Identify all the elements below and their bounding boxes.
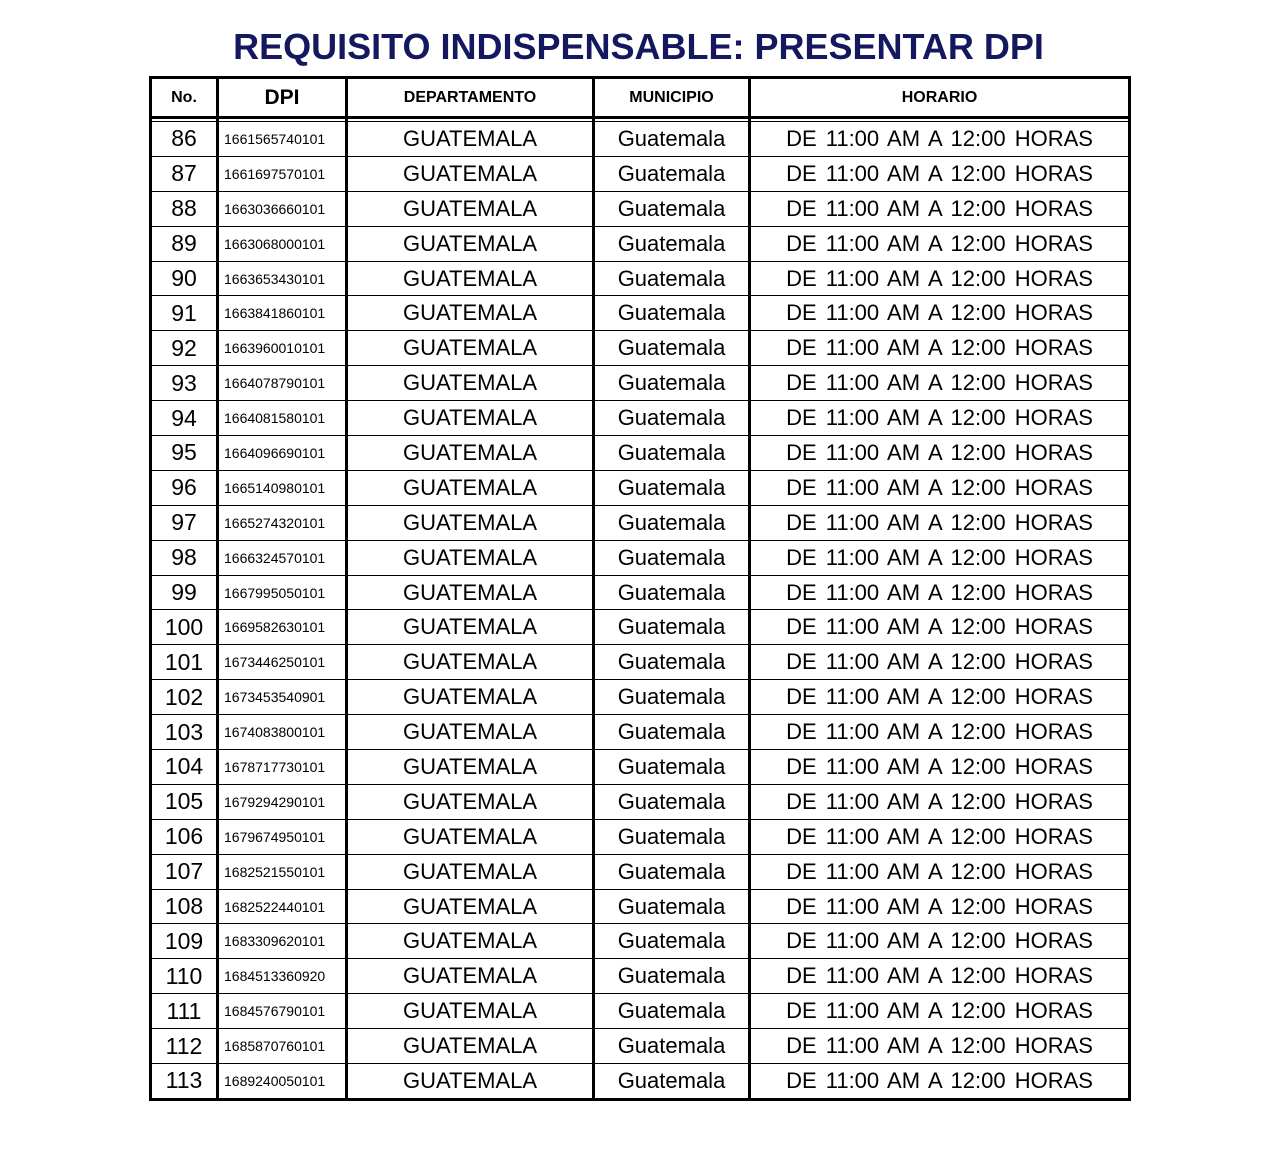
cell-dpi: 1663960010101 xyxy=(218,331,347,366)
cell-no: 105 xyxy=(151,784,218,819)
cell-horario: DE 11:00 AM A 12:00 HORAS xyxy=(750,750,1130,785)
cell-dpi: 1685870760101 xyxy=(218,1029,347,1064)
cell-dpi: 1661565740101 xyxy=(218,122,347,157)
cell-no: 110 xyxy=(151,959,218,994)
cell-horario: DE 11:00 AM A 12:00 HORAS xyxy=(750,680,1130,715)
cell-no: 99 xyxy=(151,575,218,610)
cell-dpi: 1689240050101 xyxy=(218,1064,347,1100)
cell-dpi: 1667995050101 xyxy=(218,575,347,610)
cell-horario: DE 11:00 AM A 12:00 HORAS xyxy=(750,715,1130,750)
cell-departamento: GUATEMALA xyxy=(347,959,594,994)
table-row xyxy=(151,959,1130,994)
table-row xyxy=(151,610,1130,645)
cell-horario: DE 11:00 AM A 12:00 HORAS xyxy=(750,1029,1130,1064)
cell-no: 111 xyxy=(151,994,218,1029)
cell-dpi: 1665274320101 xyxy=(218,505,347,540)
cell-municipio: Guatemala xyxy=(594,715,750,750)
cell-no: 89 xyxy=(151,226,218,261)
table-row xyxy=(151,226,1130,261)
cell-municipio: Guatemala xyxy=(594,191,750,226)
cell-departamento: GUATEMALA xyxy=(347,645,594,680)
cell-departamento: GUATEMALA xyxy=(347,610,594,645)
cell-dpi: 1682522440101 xyxy=(218,889,347,924)
cell-dpi: 1669582630101 xyxy=(218,610,347,645)
cell-no: 95 xyxy=(151,436,218,471)
cell-horario: DE 11:00 AM A 12:00 HORAS xyxy=(750,191,1130,226)
cell-horario: DE 11:00 AM A 12:00 HORAS xyxy=(750,436,1130,471)
cell-departamento: GUATEMALA xyxy=(347,505,594,540)
table-row xyxy=(151,889,1130,924)
cell-departamento: GUATEMALA xyxy=(347,331,594,366)
table-row xyxy=(151,715,1130,750)
table-row xyxy=(151,156,1130,191)
cell-municipio: Guatemala xyxy=(594,889,750,924)
cell-horario: DE 11:00 AM A 12:00 HORAS xyxy=(750,226,1130,261)
column-header-dpi: DPI xyxy=(218,78,347,118)
cell-departamento: GUATEMALA xyxy=(347,924,594,959)
cell-no: 109 xyxy=(151,924,218,959)
cell-dpi: 1673453540901 xyxy=(218,680,347,715)
cell-municipio: Guatemala xyxy=(594,156,750,191)
column-header-departamento: DEPARTAMENTO xyxy=(347,78,594,118)
cell-horario: DE 11:00 AM A 12:00 HORAS xyxy=(750,854,1130,889)
page-title: REQUISITO INDISPENSABLE: PRESENTAR DPI xyxy=(233,26,1044,67)
cell-horario: DE 11:00 AM A 12:00 HORAS xyxy=(750,331,1130,366)
cell-dpi: 1666324570101 xyxy=(218,540,347,575)
cell-no: 103 xyxy=(151,715,218,750)
table-row xyxy=(151,122,1130,157)
cell-municipio: Guatemala xyxy=(594,1029,750,1064)
cell-dpi: 1665140980101 xyxy=(218,470,347,505)
cell-no: 97 xyxy=(151,505,218,540)
table-row xyxy=(151,575,1130,610)
cell-no: 88 xyxy=(151,191,218,226)
column-header-municipio: MUNICIPIO xyxy=(594,78,750,118)
cell-departamento: GUATEMALA xyxy=(347,994,594,1029)
cell-no: 108 xyxy=(151,889,218,924)
cell-no: 98 xyxy=(151,540,218,575)
cell-municipio: Guatemala xyxy=(594,436,750,471)
table-row xyxy=(151,331,1130,366)
table-row xyxy=(151,784,1130,819)
cell-dpi: 1664096690101 xyxy=(218,436,347,471)
cell-dpi: 1663653430101 xyxy=(218,261,347,296)
cell-horario: DE 11:00 AM A 12:00 HORAS xyxy=(750,296,1130,331)
cell-no: 107 xyxy=(151,854,218,889)
table-body xyxy=(151,118,1130,1100)
cell-municipio: Guatemala xyxy=(594,645,750,680)
cell-horario: DE 11:00 AM A 12:00 HORAS xyxy=(750,575,1130,610)
cell-dpi: 1683309620101 xyxy=(218,924,347,959)
cell-dpi: 1673446250101 xyxy=(218,645,347,680)
cell-municipio: Guatemala xyxy=(594,401,750,436)
cell-municipio: Guatemala xyxy=(594,296,750,331)
cell-departamento: GUATEMALA xyxy=(347,366,594,401)
cell-horario: DE 11:00 AM A 12:00 HORAS xyxy=(750,994,1130,1029)
table-row xyxy=(151,540,1130,575)
cell-dpi: 1679674950101 xyxy=(218,819,347,854)
cell-municipio: Guatemala xyxy=(594,994,750,1029)
cell-horario: DE 11:00 AM A 12:00 HORAS xyxy=(750,1064,1130,1100)
cell-municipio: Guatemala xyxy=(594,122,750,157)
cell-municipio: Guatemala xyxy=(594,750,750,785)
cell-departamento: GUATEMALA xyxy=(347,680,594,715)
cell-horario: DE 11:00 AM A 12:00 HORAS xyxy=(750,784,1130,819)
cell-municipio: Guatemala xyxy=(594,959,750,994)
table-row xyxy=(151,854,1130,889)
cell-departamento: GUATEMALA xyxy=(347,436,594,471)
cell-departamento: GUATEMALA xyxy=(347,191,594,226)
cell-no: 113 xyxy=(151,1064,218,1100)
cell-horario: DE 11:00 AM A 12:00 HORAS xyxy=(750,505,1130,540)
cell-departamento: GUATEMALA xyxy=(347,156,594,191)
column-header-no: No. xyxy=(151,78,218,118)
cell-departamento: GUATEMALA xyxy=(347,122,594,157)
cell-municipio: Guatemala xyxy=(594,610,750,645)
cell-departamento: GUATEMALA xyxy=(347,1029,594,1064)
cell-no: 100 xyxy=(151,610,218,645)
cell-horario: DE 11:00 AM A 12:00 HORAS xyxy=(750,645,1130,680)
cell-municipio: Guatemala xyxy=(594,470,750,505)
cell-no: 87 xyxy=(151,156,218,191)
cell-no: 91 xyxy=(151,296,218,331)
cell-dpi: 1663841860101 xyxy=(218,296,347,331)
cell-departamento: GUATEMALA xyxy=(347,784,594,819)
table-row xyxy=(151,924,1130,959)
cell-municipio: Guatemala xyxy=(594,540,750,575)
cell-dpi: 1679294290101 xyxy=(218,784,347,819)
cell-dpi: 1678717730101 xyxy=(218,750,347,785)
table-row xyxy=(151,191,1130,226)
cell-no: 92 xyxy=(151,331,218,366)
cell-no: 86 xyxy=(151,122,218,157)
cell-departamento: GUATEMALA xyxy=(347,889,594,924)
cell-horario: DE 11:00 AM A 12:00 HORAS xyxy=(750,470,1130,505)
table-row xyxy=(151,505,1130,540)
cell-no: 102 xyxy=(151,680,218,715)
table-row xyxy=(151,994,1130,1029)
cell-dpi: 1674083800101 xyxy=(218,715,347,750)
cell-departamento: GUATEMALA xyxy=(347,575,594,610)
cell-municipio: Guatemala xyxy=(594,680,750,715)
table-row xyxy=(151,819,1130,854)
cell-municipio: Guatemala xyxy=(594,505,750,540)
table-row xyxy=(151,680,1130,715)
table-row xyxy=(151,366,1130,401)
cell-municipio: Guatemala xyxy=(594,924,750,959)
table-header-row xyxy=(151,78,1130,118)
cell-dpi: 1661697570101 xyxy=(218,156,347,191)
cell-dpi: 1684576790101 xyxy=(218,994,347,1029)
cell-departamento: GUATEMALA xyxy=(347,540,594,575)
cell-no: 106 xyxy=(151,819,218,854)
cell-municipio: Guatemala xyxy=(594,331,750,366)
cell-departamento: GUATEMALA xyxy=(347,401,594,436)
cell-departamento: GUATEMALA xyxy=(347,226,594,261)
cell-horario: DE 11:00 AM A 12:00 HORAS xyxy=(750,401,1130,436)
cell-horario: DE 11:00 AM A 12:00 HORAS xyxy=(750,122,1130,157)
cell-municipio: Guatemala xyxy=(594,784,750,819)
cell-municipio: Guatemala xyxy=(594,226,750,261)
cell-departamento: GUATEMALA xyxy=(347,715,594,750)
cell-horario: DE 11:00 AM A 12:00 HORAS xyxy=(750,261,1130,296)
cell-horario: DE 11:00 AM A 12:00 HORAS xyxy=(750,924,1130,959)
cell-departamento: GUATEMALA xyxy=(347,261,594,296)
column-header-horario: HORARIO xyxy=(750,78,1130,118)
table-row xyxy=(151,436,1130,471)
cell-no: 104 xyxy=(151,750,218,785)
cell-departamento: GUATEMALA xyxy=(347,1064,594,1100)
cell-municipio: Guatemala xyxy=(594,819,750,854)
cell-dpi: 1664078790101 xyxy=(218,366,347,401)
cell-horario: DE 11:00 AM A 12:00 HORAS xyxy=(750,819,1130,854)
table-row xyxy=(151,401,1130,436)
cell-departamento: GUATEMALA xyxy=(347,470,594,505)
cell-municipio: Guatemala xyxy=(594,1064,750,1100)
cell-no: 93 xyxy=(151,366,218,401)
cell-dpi: 1663036660101 xyxy=(218,191,347,226)
cell-no: 90 xyxy=(151,261,218,296)
cell-horario: DE 11:00 AM A 12:00 HORAS xyxy=(750,156,1130,191)
cell-horario: DE 11:00 AM A 12:00 HORAS xyxy=(750,610,1130,645)
cell-municipio: Guatemala xyxy=(594,854,750,889)
table-row xyxy=(151,1029,1130,1064)
table-row xyxy=(151,261,1130,296)
cell-horario: DE 11:00 AM A 12:00 HORAS xyxy=(750,540,1130,575)
table-row xyxy=(151,296,1130,331)
cell-departamento: GUATEMALA xyxy=(347,854,594,889)
table-row xyxy=(151,470,1130,505)
cell-departamento: GUATEMALA xyxy=(347,750,594,785)
table-row xyxy=(151,750,1130,785)
cell-horario: DE 11:00 AM A 12:00 HORAS xyxy=(750,889,1130,924)
cell-municipio: Guatemala xyxy=(594,366,750,401)
cell-departamento: GUATEMALA xyxy=(347,296,594,331)
cell-dpi: 1682521550101 xyxy=(218,854,347,889)
cell-horario: DE 11:00 AM A 12:00 HORAS xyxy=(750,366,1130,401)
cell-no: 94 xyxy=(151,401,218,436)
cell-municipio: Guatemala xyxy=(594,261,750,296)
cell-dpi: 1663068000101 xyxy=(218,226,347,261)
cell-no: 96 xyxy=(151,470,218,505)
table-row xyxy=(151,645,1130,680)
schedule-table xyxy=(149,76,1131,1101)
table-row xyxy=(151,1064,1130,1100)
cell-dpi: 1664081580101 xyxy=(218,401,347,436)
cell-departamento: GUATEMALA xyxy=(347,819,594,854)
cell-dpi: 1684513360920 xyxy=(218,959,347,994)
cell-horario: DE 11:00 AM A 12:00 HORAS xyxy=(750,959,1130,994)
cell-no: 112 xyxy=(151,1029,218,1064)
cell-no: 101 xyxy=(151,645,218,680)
cell-municipio: Guatemala xyxy=(594,575,750,610)
